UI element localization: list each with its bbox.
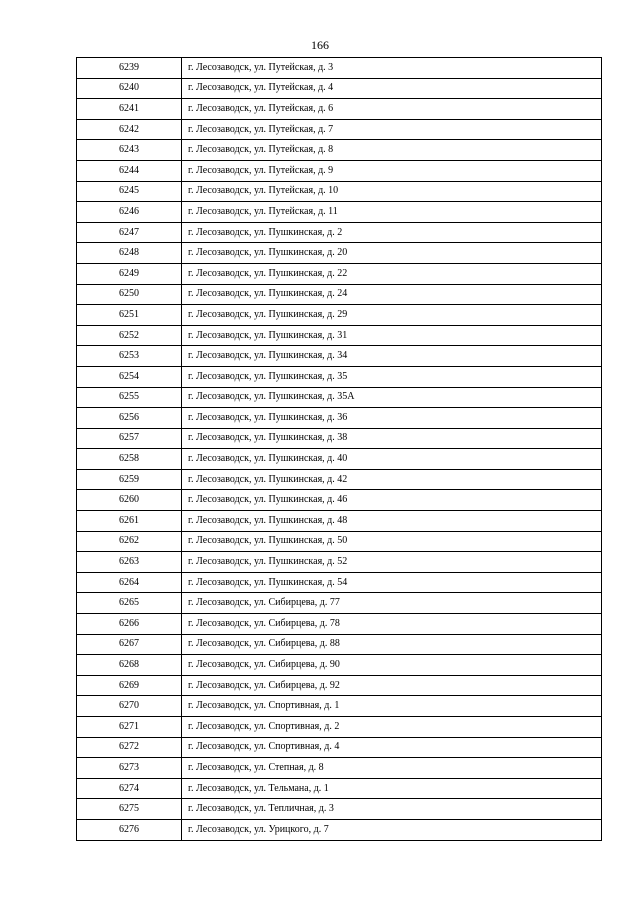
address-table-body: [77, 58, 602, 841]
row-number-cell: 6275: [77, 799, 182, 820]
table-row: [77, 99, 602, 120]
page-number: 166: [311, 38, 329, 52]
row-number-cell: 6257: [77, 428, 182, 449]
address-cell: г. Лесозаводск, ул. Сибирцева, д. 88: [182, 634, 602, 655]
row-number-cell: 6274: [77, 778, 182, 799]
row-number-cell: 6265: [77, 593, 182, 614]
table-row: [77, 737, 602, 758]
address-cell: г. Лесозаводск, ул. Сибирцева, д. 77: [182, 593, 602, 614]
row-number-cell: 6276: [77, 819, 182, 840]
table-row: [77, 325, 602, 346]
address-cell: г. Лесозаводск, ул. Путейская, д. 11: [182, 202, 602, 223]
row-number-cell: 6246: [77, 202, 182, 223]
row-number-cell: 6271: [77, 717, 182, 738]
table-row: [77, 78, 602, 99]
table-row: [77, 243, 602, 264]
table-row: [77, 572, 602, 593]
table-row: [77, 593, 602, 614]
address-cell: г. Лесозаводск, ул. Пушкинская, д. 38: [182, 428, 602, 449]
table-row: [77, 202, 602, 223]
row-number-cell: 6251: [77, 305, 182, 326]
address-cell: г. Лесозаводск, ул. Пушкинская, д. 40: [182, 449, 602, 470]
table-row: [77, 428, 602, 449]
table-row: [77, 490, 602, 511]
row-number-cell: 6244: [77, 160, 182, 181]
address-cell: г. Лесозаводск, ул. Путейская, д. 3: [182, 58, 602, 79]
row-number-cell: 6258: [77, 449, 182, 470]
table-row: [77, 531, 602, 552]
address-cell: г. Лесозаводск, ул. Спортивная, д. 2: [182, 717, 602, 738]
row-number-cell: 6253: [77, 346, 182, 367]
address-cell: г. Лесозаводск, ул. Пушкинская, д. 35А: [182, 387, 602, 408]
table-row: [77, 634, 602, 655]
row-number-cell: 6245: [77, 181, 182, 202]
address-cell: г. Лесозаводск, ул. Пушкинская, д. 20: [182, 243, 602, 264]
row-number-cell: 6268: [77, 655, 182, 676]
address-cell: г. Лесозаводск, ул. Пушкинская, д. 48: [182, 511, 602, 532]
table-row: [77, 819, 602, 840]
row-number-cell: 6252: [77, 325, 182, 346]
table-row: [77, 160, 602, 181]
address-cell: г. Лесозаводск, ул. Пушкинская, д. 50: [182, 531, 602, 552]
table-row: [77, 346, 602, 367]
row-number-cell: 6259: [77, 469, 182, 490]
address-cell: г. Лесозаводск, ул. Спортивная, д. 4: [182, 737, 602, 758]
row-number-cell: 6261: [77, 511, 182, 532]
address-cell: г. Лесозаводск, ул. Сибирцева, д. 78: [182, 614, 602, 635]
address-cell: г. Лесозаводск, ул. Пушкинская, д. 54: [182, 572, 602, 593]
address-cell: г. Лесозаводск, ул. Пушкинская, д. 31: [182, 325, 602, 346]
table-row: [77, 799, 602, 820]
row-number-cell: 6243: [77, 140, 182, 161]
address-cell: г. Лесозаводск, ул. Пушкинская, д. 36: [182, 408, 602, 429]
table-row: [77, 675, 602, 696]
row-number-cell: 6263: [77, 552, 182, 573]
address-cell: г. Лесозаводск, ул. Путейская, д. 7: [182, 119, 602, 140]
table-row: [77, 655, 602, 676]
table-row: [77, 284, 602, 305]
address-cell: г. Лесозаводск, ул. Степная, д. 8: [182, 758, 602, 779]
address-cell: г. Лесозаводск, ул. Путейская, д. 6: [182, 99, 602, 120]
row-number-cell: 6260: [77, 490, 182, 511]
row-number-cell: 6264: [77, 572, 182, 593]
address-cell: г. Лесозаводск, ул. Пушкинская, д. 46: [182, 490, 602, 511]
table-row: [77, 449, 602, 470]
table-row: [77, 778, 602, 799]
row-number-cell: 6254: [77, 366, 182, 387]
table-row: [77, 469, 602, 490]
row-number-cell: 6262: [77, 531, 182, 552]
address-cell: г. Лесозаводск, ул. Пушкинская, д. 52: [182, 552, 602, 573]
row-number-cell: 6256: [77, 408, 182, 429]
row-number-cell: 6247: [77, 222, 182, 243]
table-row: [77, 552, 602, 573]
address-cell: г. Лесозаводск, ул. Путейская, д. 9: [182, 160, 602, 181]
row-number-cell: 6249: [77, 263, 182, 284]
table-row: [77, 263, 602, 284]
address-cell: г. Лесозаводск, ул. Тепличная, д. 3: [182, 799, 602, 820]
table-row: [77, 140, 602, 161]
table-row: [77, 614, 602, 635]
row-number-cell: 6269: [77, 675, 182, 696]
row-number-cell: 6255: [77, 387, 182, 408]
table-row: [77, 511, 602, 532]
address-cell: г. Лесозаводск, ул. Пушкинская, д. 24: [182, 284, 602, 305]
table-row: [77, 408, 602, 429]
table-row: [77, 696, 602, 717]
table-row: [77, 366, 602, 387]
table-row: [77, 119, 602, 140]
address-cell: г. Лесозаводск, ул. Тельмана, д. 1: [182, 778, 602, 799]
address-cell: г. Лесозаводск, ул. Пушкинская, д. 29: [182, 305, 602, 326]
row-number-cell: 6272: [77, 737, 182, 758]
table-row: [77, 181, 602, 202]
address-cell: г. Лесозаводск, ул. Урицкого, д. 7: [182, 819, 602, 840]
row-number-cell: 6250: [77, 284, 182, 305]
table-row: [77, 758, 602, 779]
address-cell: г. Лесозаводск, ул. Спортивная, д. 1: [182, 696, 602, 717]
address-cell: г. Лесозаводск, ул. Пушкинская, д. 22: [182, 263, 602, 284]
table-row: [77, 305, 602, 326]
row-number-cell: 6267: [77, 634, 182, 655]
address-cell: г. Лесозаводск, ул. Сибирцева, д. 92: [182, 675, 602, 696]
address-cell: г. Лесозаводск, ул. Путейская, д. 10: [182, 181, 602, 202]
table-row: [77, 58, 602, 79]
row-number-cell: 6241: [77, 99, 182, 120]
row-number-cell: 6248: [77, 243, 182, 264]
row-number-cell: 6266: [77, 614, 182, 635]
row-number-cell: 6273: [77, 758, 182, 779]
table-row: [77, 222, 602, 243]
row-number-cell: 6270: [77, 696, 182, 717]
row-number-cell: 6239: [77, 58, 182, 79]
address-cell: г. Лесозаводск, ул. Пушкинская, д. 2: [182, 222, 602, 243]
address-table: [76, 57, 602, 841]
address-cell: г. Лесозаводск, ул. Сибирцева, д. 90: [182, 655, 602, 676]
table-row: [77, 387, 602, 408]
address-cell: г. Лесозаводск, ул. Путейская, д. 4: [182, 78, 602, 99]
address-cell: г. Лесозаводск, ул. Пушкинская, д. 42: [182, 469, 602, 490]
address-cell: г. Лесозаводск, ул. Пушкинская, д. 35: [182, 366, 602, 387]
address-cell: г. Лесозаводск, ул. Путейская, д. 8: [182, 140, 602, 161]
address-cell: г. Лесозаводск, ул. Пушкинская, д. 34: [182, 346, 602, 367]
row-number-cell: 6240: [77, 78, 182, 99]
table-row: [77, 717, 602, 738]
row-number-cell: 6242: [77, 119, 182, 140]
